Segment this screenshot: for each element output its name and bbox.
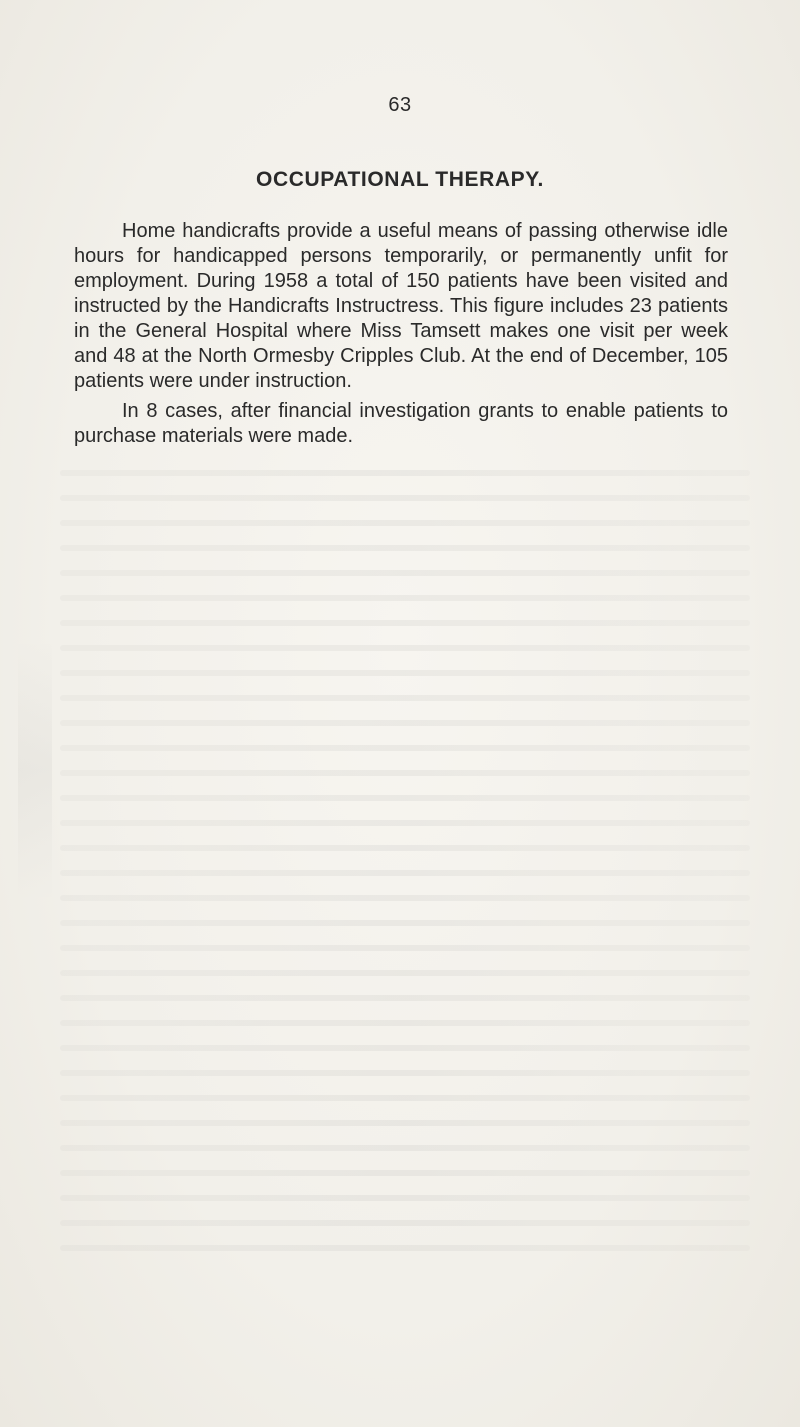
page-number: 63 <box>388 94 412 116</box>
show-through-bleed <box>60 470 750 1290</box>
paragraph-home-handicrafts: Home handicrafts provide a useful means of passing otherwise idle hours for handicapped persons temporarily, or permanently unfit for employment. During 1958 a total of 150 patients have been visited and instructed by the Handicrafts Instructress. This figure includes 23 patients in the General Hospital where Miss Tamsett makes one visit per week and 48 at the North Ormesby Cripples Club. At the end of December, 105 patients were under instruction. <box>74 220 728 392</box>
paragraph-financial-grants: In 8 cases, after financial investigation grants to enable patients to purchase materials were made. <box>74 400 728 447</box>
section-title: OCCUPATIONAL THERAPY. <box>256 168 544 191</box>
show-through-side-mark <box>18 640 52 900</box>
